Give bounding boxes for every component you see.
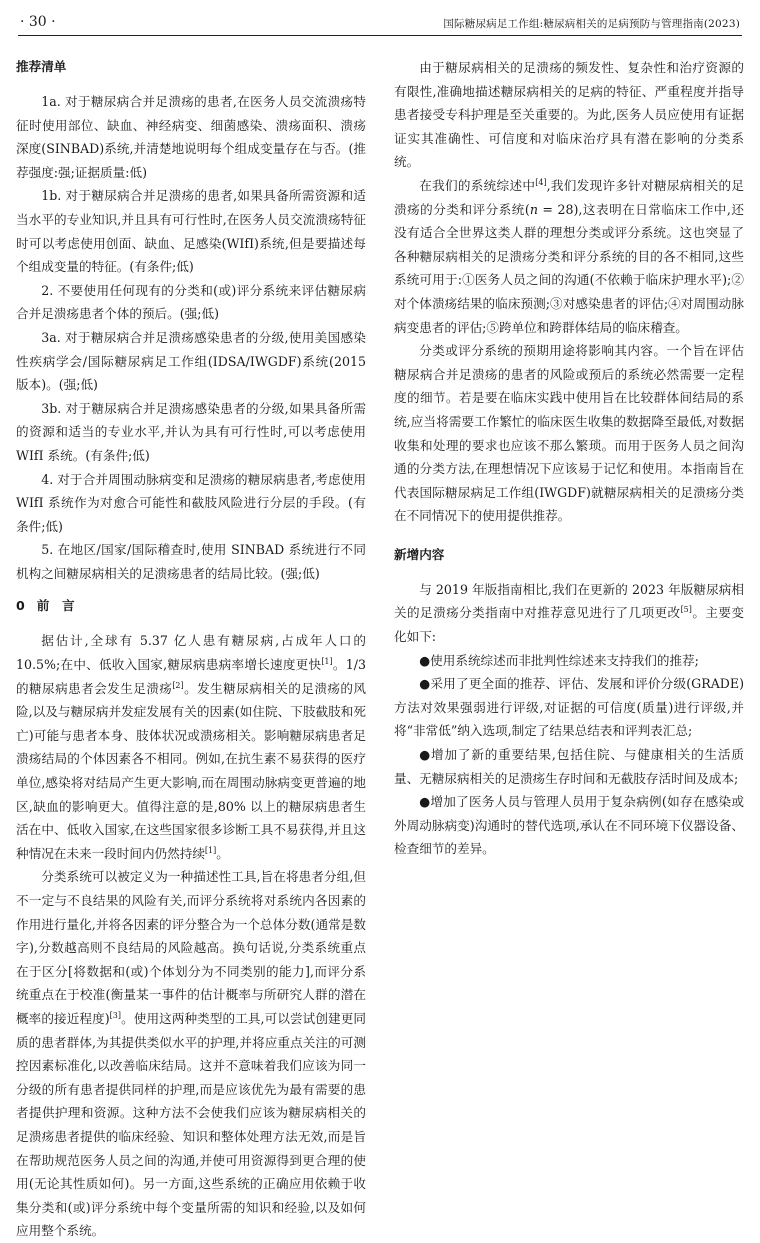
- preface-paragraph-5: 分类或评分系统的预期用途将影响其内容。一个旨在评估糖尿病合并足溃疡的患者的风险或预后的系统必然需要一定程度的细节。若是要在临床实践中使用旨在比较群体间结局的系统,应当将需要工作繁忙的临床医生收集的数据降至最低,对数据收集和处理的要求也应该不那么繁琐。而用于医务人员之间沟通的分类方法,在理想情况下应该易于记忆和使用。本指南旨在代表国际糖尿病足工作组(IWGDF)就糖尿病相关的足溃疡分类在不同情况下的使用提供推荐。: [394, 343, 744, 524]
- recommendation-item: 1a. 对于糖尿病合并足溃疡的患者,在医务人员交流溃疡特征时使用部位、缺血、神经病变、细菌感染、溃疡面积、溃疡深度(SINBAD)系统,并清楚地说明每个组成变量存在与否。(推荐强度:强;证据质量:低): [16, 94, 366, 180]
- preface-paragraph-3: 由于糖尿病相关的足溃疡的频发性、复杂性和治疗资源的有限性,准确地描述糖尿病相关的足病的特征、严重程度并指导患者接受专科护理是至关重要的。为此,医务人员应使用有证据证实其准确性、可信度和对临床治疗具有潜在影响的分类系统。: [394, 60, 744, 170]
- new-content-intro: [394, 578, 744, 649]
- header-rule: [18, 35, 742, 36]
- text-run: 据估计,全球有 5.37 亿人患有糖尿病,占成年人口的 10.5%;在中、低收入国家,糖尿病患病率增长速度更快: [16, 633, 366, 673]
- citation: [2]: [172, 680, 184, 690]
- text-run: 分类系统可以被定义为一种描述性工具,旨在将患者分组,但不一定与不良结果的风险有关,而评分系统将对系统内各因素的作用进行量化,并将各因素的评分整合为一个总体分数(通常是数字),分数越高则不良结局的风险越高。换句话说,分类系统重点在于区分[将数据和(或)个体划分为不同类别的能力],而评分系统重点在于校准(衡量某一事件的估计概率与所研究人群的潜在概率的接近程度): [16, 869, 366, 1026]
- bullet-item: ●增加了新的重要结果,包括住院、与健康相关的生活质量、无糖尿病相关的足溃疡生存时间和无截肢存活时间及成本;: [394, 747, 744, 786]
- citation: [4]: [535, 177, 547, 187]
- recommendation-item: 3b. 对于糖尿病合并足溃疡感染患者的分级,如果具备所需的资源和适当的专业水平,并认为具有可行性时,可以考虑使用 WIfI 系统。(有条件;低): [16, 400, 366, 463]
- left-column: [16, 56, 366, 1243]
- text-run: 。主要变化如下:: [394, 605, 745, 645]
- preface-paragraph-1: [16, 629, 366, 865]
- new-content-heading: 新增内容: [394, 546, 445, 562]
- text-run: ,我们发现许多针对糖尿病相关的足溃疡的分类和评分系统(: [394, 177, 744, 217]
- running-title: 国际糖尿病足工作组:糖尿病相关的足病预防与管理指南(2023): [443, 18, 740, 30]
- text-run: = 28),这表明在日常临床工作中,还没有适合全世界这类人群的理想分类或评分系统。这也突显了各种糖尿病相关的足溃疡分类和评分系统的目的各不相同,这些系统可用于:①医务人员之间的沟通(不依赖于临床护理水平);②对个体溃疡结果的临床预测;③对感染患者的评估;④对周围动脉病变患者的评估;⑤跨单位和跨群体结局的临床稽查。: [394, 201, 744, 335]
- preface-heading: [16, 595, 366, 617]
- recommendation-item: 5. 在地区/国家/国际稽查时,使用 SINBAD 系统进行不同机构之间糖尿病相关的足溃疡患者的结局比较。(强;低): [16, 542, 366, 581]
- text-run: 与 2019 年版指南相比,我们在更新的 2023 年版糖尿病相关的足溃疡分类指南中对推荐意见进行了几项更改: [394, 581, 744, 621]
- citation: [3]: [109, 1010, 122, 1020]
- page-number: · 30 ·: [20, 14, 56, 30]
- text-run: 。: [216, 845, 229, 861]
- recommendation-item: 2. 不要使用任何现有的分类和(或)评分系统来评估糖尿病合并足溃疡患者个体的预后。(强;低): [16, 282, 366, 322]
- citation: [1]: [204, 845, 217, 855]
- text-run: 。1/3 的糖尿病患者会发生足溃疡: [16, 657, 366, 696]
- bullet-item: ●使用系统综述而非批判性综述来支持我们的推荐;: [419, 652, 699, 668]
- citation: [5]: [680, 605, 692, 615]
- text-run: 在我们的系统综述中: [419, 177, 536, 193]
- recommendation-item: 1b. 对于糖尿病合并足溃疡的患者,如果具备所需资源和适当水平的专业知识,并且具有可行性时,在医务人员交流溃疡特征时可以考虑使用创面、缺血、足感染(WIfI)系统,但是要描述每个组成变量的特征。(有条件;低): [16, 188, 366, 275]
- citation: [1]: [321, 656, 333, 666]
- recommendations-heading: 推荐清单: [16, 59, 67, 74]
- section-number: 0: [16, 598, 25, 614]
- text-run: 。使用这两种类型的工具,可以尝试创建更同质的患者群体,为其提供类似水平的护理,并将应重点关注的可测控因素标准化,以改善临床结局。这并不意味着我们应该为同一分级的所有患者提供同样的护理,而是应该优先为最有需要的患者提供护理和资源。这种方法不会使我们应该为糖尿病相关的足溃疡患者提供的临床经验、知识和整体处理方法无效,而是旨在帮助规范医务人员之间的沟通,并使可用资源得到更合理的使用(无论其性质如何)。另一方面,这些系统的正确应用依赖于收集分类和(或)评分系统中每个变量所需的知识和经验,以及如何应用整个系统。: [16, 1010, 366, 1239]
- recommendation-item: 4. 对于合并周围动脉病变和足溃疡的糖尿病患者,考虑使用 WIfI 系统作为对愈合可能性和截肢风险进行分层的手段。(有条件;低): [16, 471, 366, 534]
- section-title: 前 言: [36, 598, 75, 614]
- preface-paragraph-2: [16, 865, 366, 1243]
- bullet-item: ●采用了更全面的推荐、评估、发展和评价分级(GRADE)方法对效果强弱进行评级,对证据的可信度(质量)进行评级,并将“非常低”纳入选项,制定了结果总结表和评判表汇总;: [394, 676, 744, 739]
- recommendation-item: 3a. 对于糖尿病合并足溃疡感染患者的分级,使用美国感染性疾病学会/国际糖尿病足工作组(IDSA/IWGDF)系统(2015 版本)。(强;低): [16, 329, 366, 393]
- preface-paragraph-4: [394, 174, 744, 339]
- right-column: [394, 56, 744, 861]
- text-run: 。发生糖尿病相关的足溃疡的风险,以及与糖尿病并发症发展有关的因素(如住院、下肢截肢和死亡)可能与患者本身、肢体状况或溃疡相关。影响糖尿病患者足溃疡结局的个体因素各不相同。例如,在抗生素不易获得的医疗单位,感染将对结局产生更大影响,而在周围动脉病变更普遍的地区,缺血的影响更大。值得注意的是,80% 以上的糖尿病患者生活在中、低收入国家,在这些国家很多诊断工具不易获得,并且这种情况在未来一段时间内仍然持续: [16, 680, 367, 861]
- italic-n: n: [529, 201, 538, 217]
- bullet-item: ●增加了医务人员与管理人员用于复杂病例(如存在感染或外周动脉病变)沟通时的替代选项,承认在不同环境下仪器设备、检查细节的差异。: [394, 794, 744, 857]
